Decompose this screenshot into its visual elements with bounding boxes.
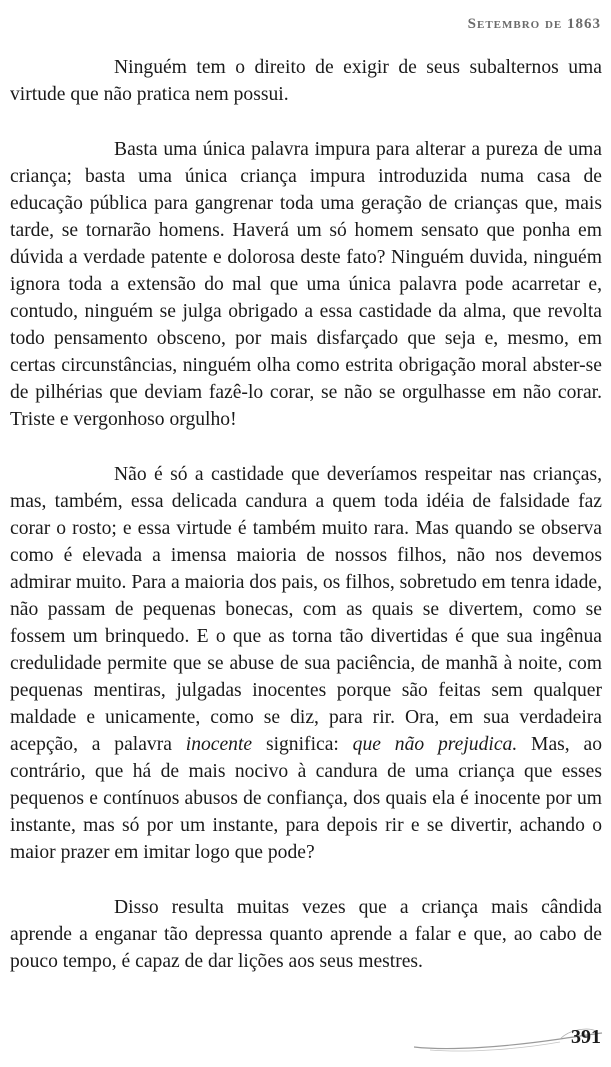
paragraph-1: Ninguém tem o direito de exigir de seus subalternos uma virtude que não pratica nem possui. [10,57,602,105]
paragraph-3-part-b: significa: [265,734,339,755]
paragraph-3-part-c: Mas, ao contrário, que há de mais nocivo à candura de uma criança que esses pequenos e contínuos abusos de confiança, dos quais ela é inocente por um instante, mas só por um instante, para depois rir e se divertir, achando o maior prazer em imitar logo que pode? [10,734,602,863]
paragraph-2: Basta uma única palavra impura para alterar a pureza de uma criança; basta uma única criança impura introduzida numa casa de educação pública para gangrenar toda uma geração de crianças que, mais tarde, se tornarão homens. Haverá um só homem sensato que ponha em dúvida a verdade patente e dolorosa deste fato? Ninguém duvida, ninguém ignora toda a extensão do mal que uma única palavra pode acarretar e, contudo, ninguém se julga obrigado a essa castidade da alma, que revolta todo pensamento obsceno, por mais disfarçado que seja e, mesmo, em certas circunstâncias, ninguém olha como estrita obrigação moral abster-se de pilhérias que deviam fazê-lo corar, se não se orgulhasse em não corar. Triste e vergonhoso orgulho! [10,139,602,430]
paragraph-4: Disso resulta muitas vezes que a criança mais cândida aprende a enganar tão depressa quanto aprende a falar e que, ao cabo de pouco tempo, é capaz de dar lições aos seus mestres. [10,897,602,972]
paragraph-3-part-a: Não é só a castidade que deveríamos respeitar nas crianças, mas, também, essa delicada candura a quem toda idéia de falsidade faz corar o rosto; e essa virtude é também muito rara. Mas quando se observa como é elevada a imensa maioria de nossos filhos, não nos devemos admirar muito. Para a maioria dos pais, os filhos, sobretudo em tenra idade, não passam de pequenas bonecas, com as quais se divertem, como se fossem um brinquedo. E o que as torna tão divertidas é que sua ingênua credulidade permite que se abuse de sua paciência, de manhã à noite, com pequenas mentiras, julgadas inocentes porque são feitas sem qualquer maldade e unicamente, como se diz, para rir. Ora, em sua verdadeira acepção, a palavra [10,464,603,755]
paragraph-3 [10,461,602,866]
page-body [10,54,602,1003]
italic-definition: que não prejudica. [352,734,518,755]
running-header: Setembro de 1863 [467,16,601,32]
page-number: 391 [571,1026,601,1048]
italic-term-inocente: inocente [185,734,253,755]
page-footer [410,1017,605,1057]
